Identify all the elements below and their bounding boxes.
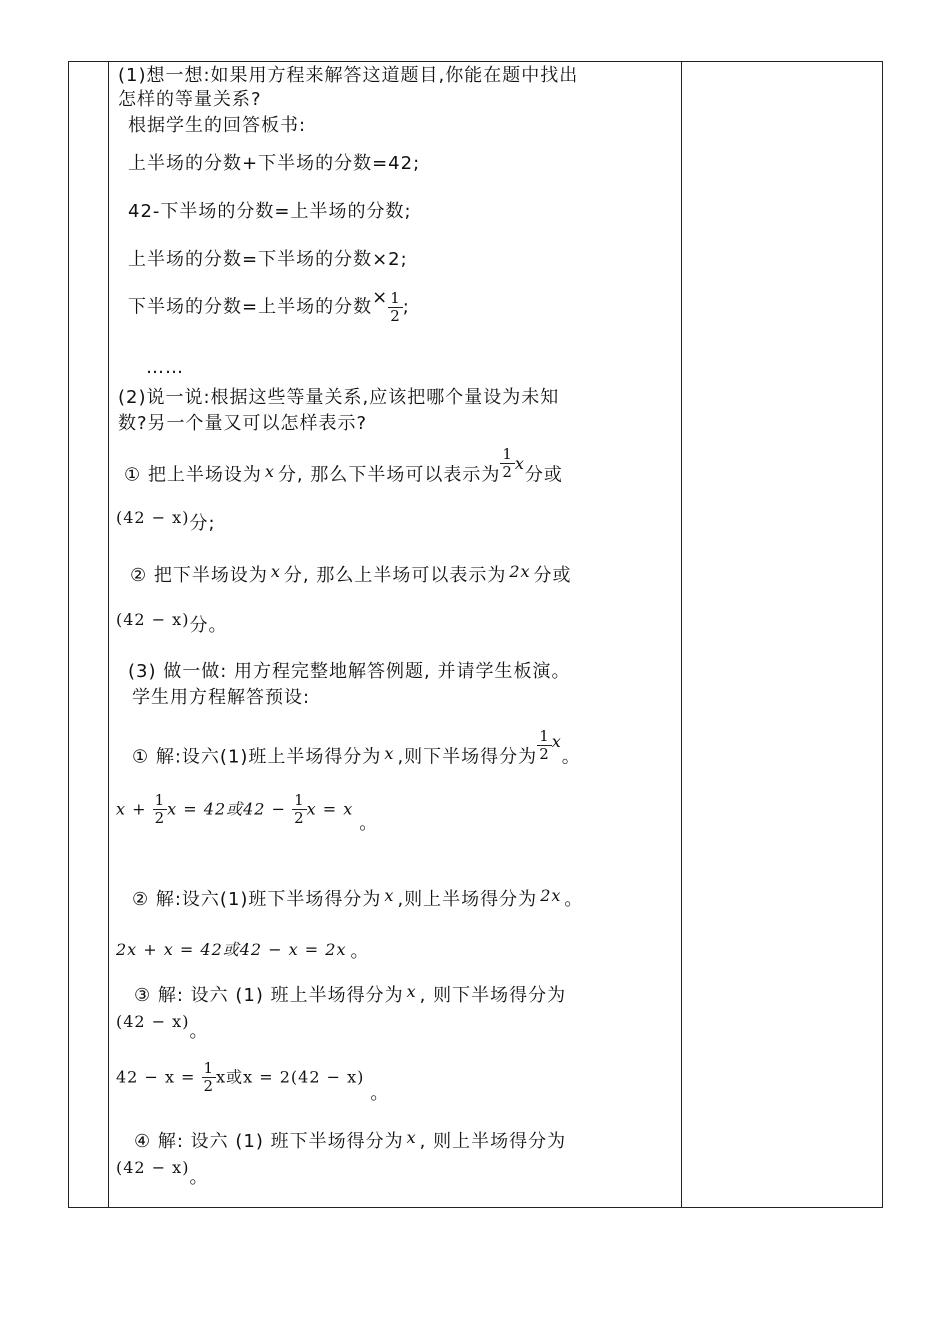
var-x: x [406, 982, 417, 1001]
fraction-half [292, 792, 307, 827]
expr-2x: 2x [509, 562, 531, 581]
equation-2 [116, 938, 370, 962]
solution-3-end: 。 [189, 1021, 209, 1042]
var-x: x [384, 743, 395, 763]
fraction-half [153, 792, 168, 827]
fraction-denominator: 2 [203, 1077, 215, 1095]
question-1-line-2: 怎样的等量关系? [118, 89, 262, 110]
option-2-text-3: 分或 [533, 565, 572, 586]
equation-1-part-1: x + [116, 799, 153, 819]
var-x: x [514, 453, 525, 473]
fraction-half-x [537, 728, 552, 763]
solution-1-text: ① 解:设六(1)班上半场得分为 [132, 746, 382, 768]
fraction-denominator: 2 [539, 745, 550, 763]
equation-3-end: 。 [370, 1082, 390, 1104]
option-2-line-2 [116, 610, 228, 638]
question-3: (3) 做一做: 用方程完整地解答例题, 并请学生板演。 [128, 661, 571, 682]
var-x: x [264, 461, 275, 481]
solution-4-text: ④ 解: 设六 (1) 班下半场得分为 [134, 1131, 404, 1152]
fraction-numerator: 1 [539, 727, 550, 745]
solution-4-line-2 [116, 1156, 209, 1188]
question-2-line-1: (2)说一说:根据这些等量关系,应该把哪个量设为未知 [118, 387, 560, 408]
equation-3-part-1: 42 − x = [116, 1067, 202, 1087]
var-x: x [406, 1128, 417, 1147]
fraction-half [202, 1060, 217, 1095]
preset-intro: 学生用方程解答预设: [132, 687, 311, 708]
solution-4-setup [134, 1130, 566, 1154]
solution-3-text: ③ 解: 设六 (1) 班上半场得分为 [134, 985, 404, 1006]
equation-2-end: 。 [350, 941, 370, 962]
fraction-numerator: 1 [294, 791, 305, 809]
equation-1-part-2: x = 42或42 − [167, 799, 293, 819]
expr-2x: 2x [540, 886, 562, 905]
fraction-half [388, 290, 403, 325]
solution-3-setup [134, 984, 566, 1008]
solution-1-setup [132, 727, 581, 775]
expr-42-minus-x: (42 − x) [116, 610, 190, 629]
fraction-numerator: 1 [203, 1059, 215, 1077]
fraction-half-x [500, 446, 515, 481]
solution-3-text-2: , 则下半场得分为 [419, 985, 567, 1006]
option-1-line-2 [116, 508, 216, 536]
solution-1-end: 。 [561, 746, 581, 768]
var-x: x [384, 886, 395, 905]
column-divider-1 [108, 62, 109, 1207]
option-1-text-3: 分或 [524, 464, 563, 486]
solution-2-text: ② 解:设六(1)班下半场得分为 [132, 889, 382, 910]
option-2-text-2: 分, 那么上半场可以表示为 [283, 565, 507, 586]
question-2-line-2: 数?另一个量又可以怎样表示? [118, 413, 368, 434]
expr-42-minus-x: (42 − x) [116, 1012, 190, 1031]
equation-1-part-3: x = x [306, 799, 354, 819]
solution-3-line-2 [116, 1010, 209, 1042]
option-1-text: ① 把上半场设为 [124, 464, 262, 486]
option-1-text-2: 分, 那么下半场可以表示为 [277, 464, 501, 486]
relation-3: 上半场的分数=下半场的分数×2; [128, 249, 408, 270]
solution-4-text-2: , 则上半场得分为 [419, 1131, 567, 1152]
equation-3-part-2: x或x = 2(42 − x) [216, 1067, 365, 1087]
fraction-numerator: 1 [154, 791, 166, 809]
question-1-line-1: (1)想一想:如果用方程来解答这道题目,你能在题中找出 [118, 65, 579, 86]
solution-1-text-2: ,则下半场得分为 [397, 746, 538, 768]
relation-4-text: 下半场的分数=上半场的分数 [128, 296, 373, 318]
option-1-text-4: 分; [189, 513, 216, 534]
solution-2-text-2: ,则上半场得分为 [397, 889, 538, 910]
fraction-numerator: 1 [390, 289, 401, 307]
expr-42-minus-x: (42 − x) [116, 1158, 190, 1177]
option-2-text: ② 把下半场设为 [130, 565, 268, 586]
column-divider-2 [681, 62, 682, 1207]
option-2-text-4: 分。 [189, 615, 228, 636]
relation-2: 42-下半场的分数=上半场的分数; [128, 201, 412, 222]
equation-1-end: 。 [359, 812, 379, 834]
option-1-line-1 [124, 445, 563, 493]
fraction-numerator: 1 [502, 445, 513, 463]
solution-4-end: 。 [189, 1167, 209, 1188]
var-x: x [270, 562, 281, 581]
times-sign: × [372, 286, 389, 308]
ellipsis: …… [146, 357, 184, 378]
equation-3 [116, 1059, 390, 1104]
fraction-denominator: 2 [294, 809, 305, 827]
solution-2-end: 。 [564, 889, 584, 910]
fraction-denominator: 2 [154, 809, 166, 827]
equation-1 [116, 791, 379, 834]
var-x: x [551, 731, 562, 751]
relation-4-end: ; [402, 296, 410, 318]
fraction-denominator: 2 [502, 463, 513, 481]
equation-2-text: 2x + x = 42或42 − x = 2x [116, 940, 347, 959]
option-2-line-1 [130, 564, 572, 588]
board-intro: 根据学生的回答板书: [128, 115, 307, 136]
relation-1: 上半场的分数+下半场的分数=42; [128, 153, 421, 174]
fraction-denominator: 2 [390, 307, 401, 325]
solution-2-setup [132, 888, 583, 912]
relation-4 [128, 286, 410, 325]
expr-42-minus-x: (42 − x) [116, 508, 190, 527]
